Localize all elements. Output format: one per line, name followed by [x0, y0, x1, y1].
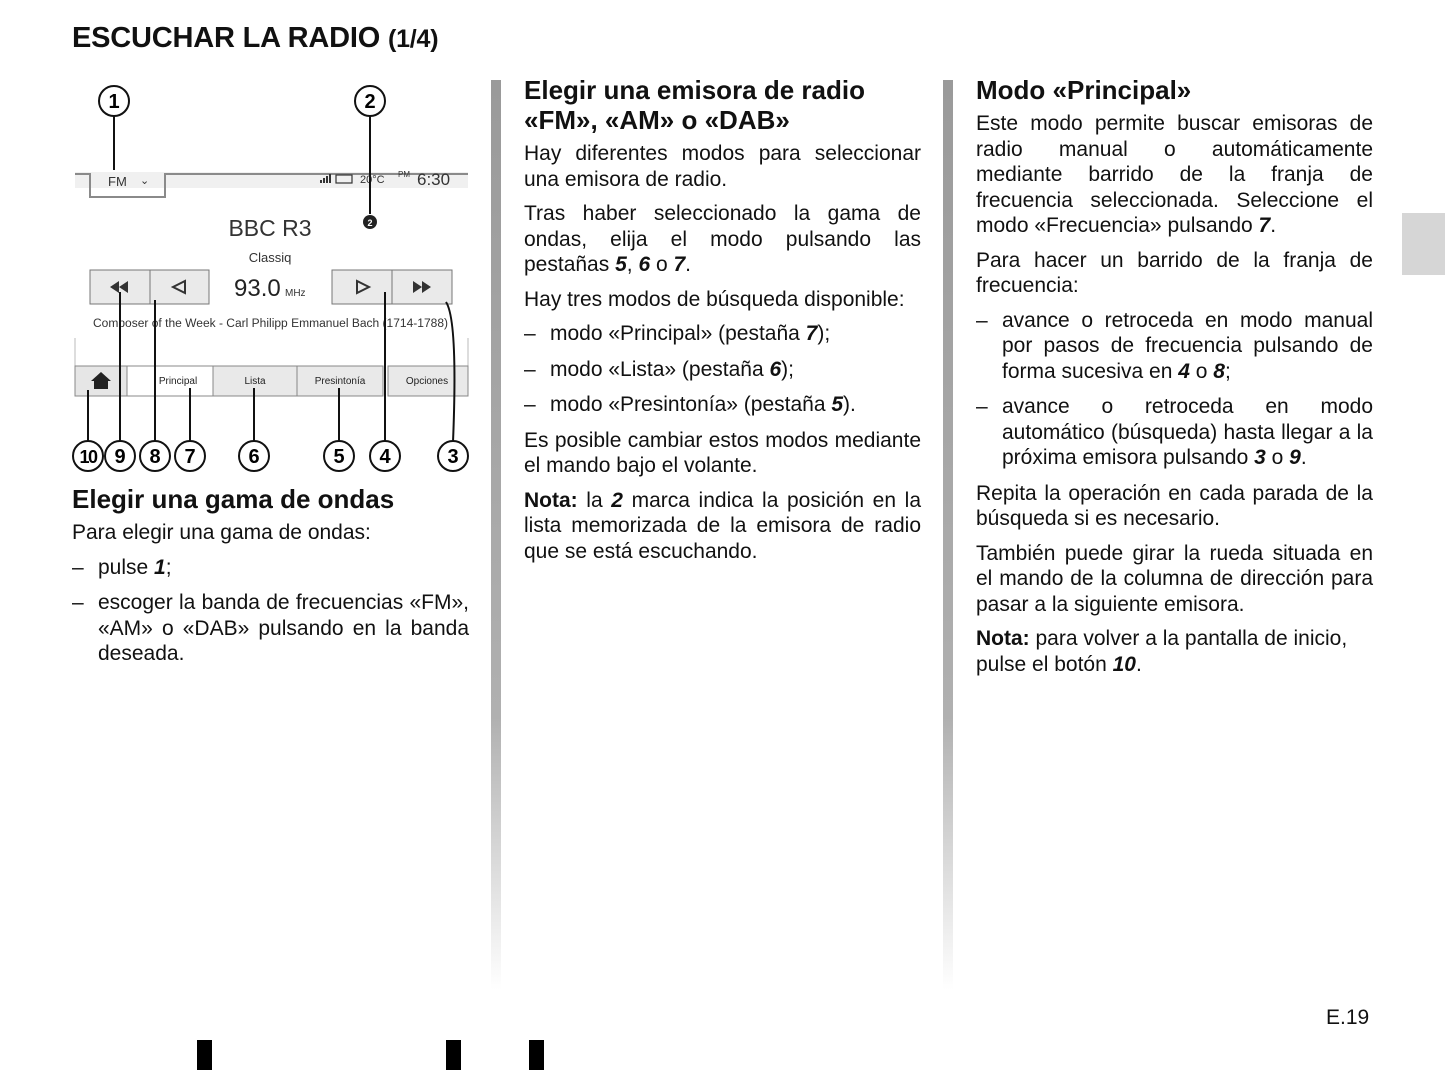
right-note: Nota: para volver a la pantalla de inicio, pulse el botón 10.	[976, 627, 1348, 676]
list-item: – modo «Principal» (pestaña 7);	[524, 322, 831, 345]
frequency: 93.0	[234, 275, 281, 302]
right-p1: Este modo permite buscar emisoras de radio manual o automáticamente mediante barrido de la franja de frecuencia seleccionada. Seleccione el modo «Frecuencia» pulsando 7.	[976, 112, 1373, 237]
crop-mark	[529, 1040, 544, 1070]
crop-mark	[446, 1040, 461, 1070]
tab-lista-label: Lista	[244, 376, 266, 387]
middle-note: Nota: la 2 marca indica la posición en la lista memorizada de la emisora de radio que se está escuchando.	[524, 488, 921, 563]
middle-p4: Es posible cambiar estos modos mediante el mando bajo el volante.	[524, 428, 921, 477]
callout-8	[140, 441, 170, 471]
callout-7	[175, 441, 205, 471]
left-column	[72, 484, 469, 677]
right-p3: Repita la operación en cada parada de la búsqueda si es necesario.	[976, 481, 1373, 530]
right-list	[976, 308, 1373, 471]
svg-text:6: 6	[248, 446, 260, 468]
svg-text:8: 8	[149, 446, 161, 468]
preset-marker-number: 2	[367, 218, 373, 228]
list-item: – pulse 1;	[72, 555, 172, 579]
middle-p2: Tras haber seleccionado la gama de ondas, elija el modo pulsando las pestañas 5, 6 o 7.	[524, 202, 921, 276]
callout-9	[105, 441, 135, 471]
middle-p3: Hay tres modos de búsqueda disponible:	[524, 287, 905, 311]
list-item: – avance o retroceda en modo automático (búsqueda) hasta llegar a la próxima emisora pulsando 3 o 9.	[976, 395, 1373, 469]
left-heading: Elegir una gama de ondas	[72, 484, 395, 514]
svg-text:1: 1	[108, 91, 120, 113]
station-info-text: Composer of the Week - Carl Philipp Emmanuel Bach (1714-1788)	[93, 318, 449, 330]
seek-forward-button[interactable]	[392, 270, 452, 304]
middle-list	[524, 321, 921, 418]
page-title: ESCUCHAR LA RADIO (1/4)	[72, 22, 439, 54]
svg-text:2: 2	[364, 91, 376, 113]
svg-text:4: 4	[379, 446, 391, 468]
list-item: – escoger la banda de frecuencias «FM», «AM» o «DAB» pulsando en la banda deseada.	[72, 591, 469, 665]
page-title-part: (1/4)	[387, 25, 439, 53]
right-p4: También puede girar la rueda situada en el mando de la columna de dirección para pasar a la siguiente emisora.	[976, 541, 1373, 616]
left-list	[72, 555, 469, 667]
tab-principal[interactable]	[127, 366, 213, 396]
step-back-button[interactable]	[150, 270, 209, 304]
callout-1	[99, 86, 129, 116]
list-item: – modo «Presintonía» (pestaña 5).	[524, 393, 856, 416]
pm-label: PM	[398, 170, 410, 179]
svg-text:5: 5	[333, 446, 345, 468]
tab-opciones[interactable]	[388, 366, 468, 396]
svg-text:3: 3	[447, 446, 459, 468]
right-column	[976, 75, 1373, 686]
callout-5	[324, 441, 354, 471]
chevron-down-icon: ⌄	[140, 175, 150, 187]
callout-6	[239, 441, 269, 471]
column-divider	[943, 80, 953, 990]
temperature: 20°C	[360, 174, 385, 186]
callout-4	[370, 441, 400, 471]
svg-text:7: 7	[184, 446, 196, 468]
station-name: BBC R3	[228, 215, 312, 241]
page-number: E.19	[1326, 1006, 1370, 1029]
middle-heading: Elegir una emisora de radio «FM», «AM» o «DAB»	[524, 75, 865, 135]
tab-opciones-label: Opciones	[405, 376, 449, 387]
tab-presintonia-label: Presintonía	[314, 376, 366, 387]
list-item: – modo «Lista» (pestaña 6);	[524, 357, 794, 381]
frequency-unit: MHz	[285, 288, 306, 299]
list-item: – avance o retroceda en modo manual por pasos de frecuencia pulsando de forma sucesiva en 4 o 8;	[976, 308, 1373, 383]
left-intro: Para elegir una gama de ondas:	[72, 521, 371, 544]
right-p2: Para hacer un barrido de la franja de frecuencia:	[976, 248, 1373, 297]
station-genre: Classiq	[248, 250, 292, 265]
callout-2	[355, 86, 385, 116]
tab-principal-label: Principal	[158, 376, 198, 387]
crop-mark	[197, 1040, 212, 1070]
callout-10	[73, 441, 103, 471]
band-selector[interactable]: FM	[108, 174, 127, 189]
middle-column	[524, 75, 921, 573]
step-forward-button[interactable]	[332, 270, 392, 304]
right-heading: Modo «Principal»	[976, 75, 1192, 105]
svg-text:9: 9	[114, 446, 126, 468]
middle-p1: Hay diferentes modos para seleccionar una emisora de radio.	[524, 142, 921, 191]
callout-3	[438, 441, 468, 471]
column-divider	[491, 80, 501, 990]
radio-screen-figure	[70, 80, 475, 480]
clock: 6:30	[417, 170, 451, 189]
chapter-tab-marker	[1402, 213, 1445, 275]
svg-text:10: 10	[79, 447, 97, 467]
